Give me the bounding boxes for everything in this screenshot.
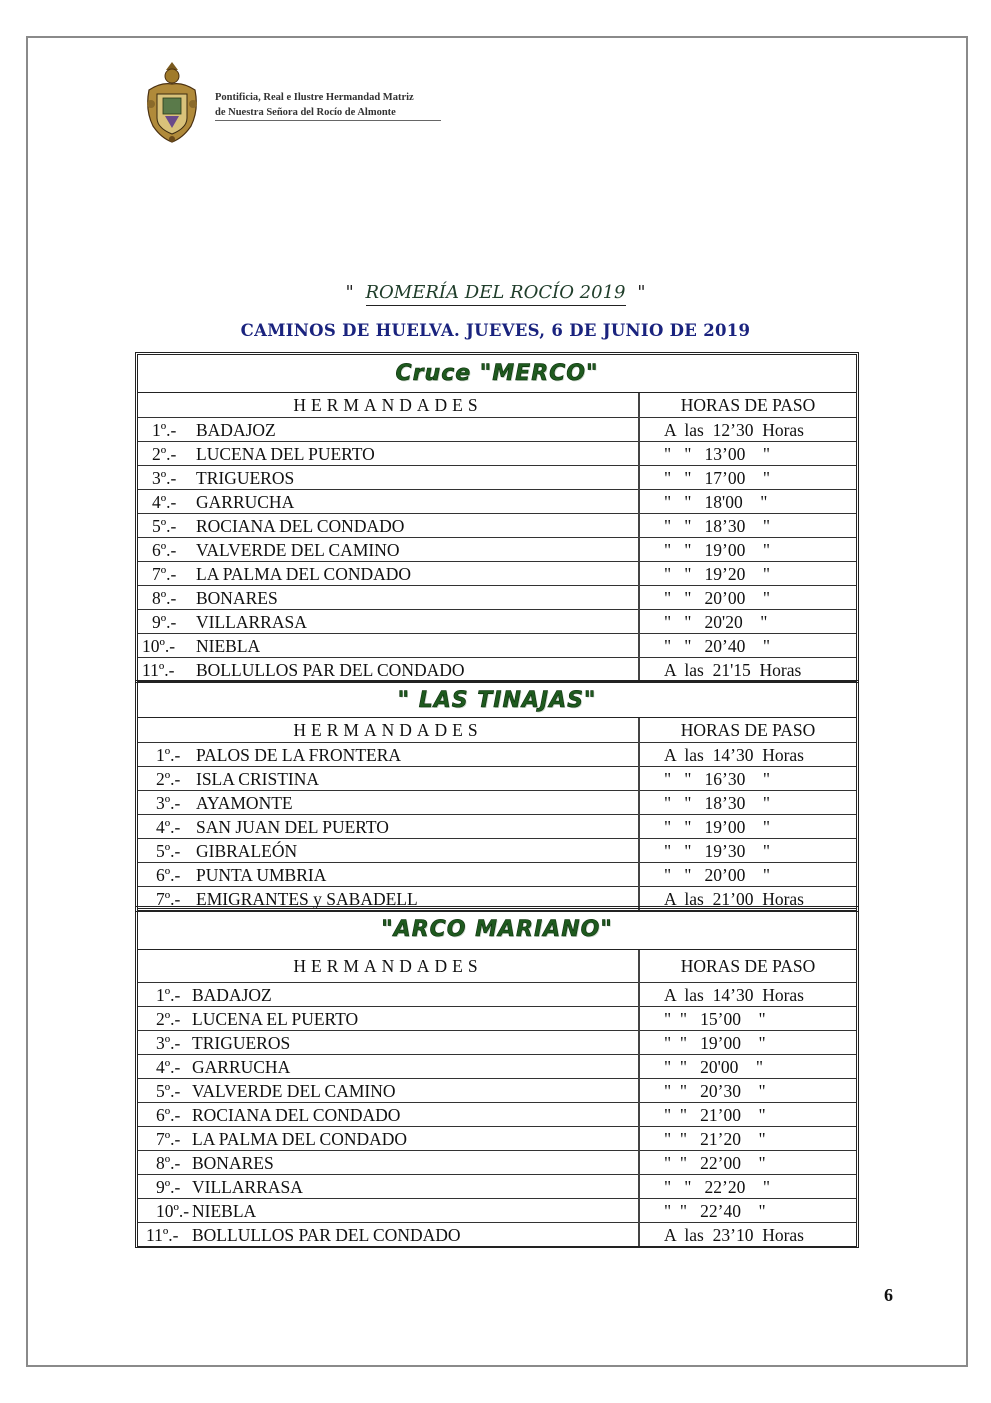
table-row (138, 634, 856, 658)
table-row (138, 562, 856, 586)
row-number: 10º.- (142, 635, 176, 656)
row-name: GARRUCHA (192, 1056, 291, 1077)
row-name: BONARES (196, 587, 278, 608)
row-time: A las 14’30 Horas (664, 744, 804, 765)
row-number: 5º.- (152, 515, 177, 536)
row-number: 1º.- (156, 984, 181, 1005)
table-row (138, 863, 856, 887)
organization-name (215, 90, 414, 120)
row-number: 4º.- (156, 1056, 181, 1077)
section-arco-mariano (135, 906, 859, 1248)
row-time: A las 23’10 Horas (664, 1224, 804, 1245)
row-name: LUCENA EL PUERTO (192, 1008, 359, 1029)
row-time: " " 19’30 " (664, 840, 771, 861)
letterhead-rule (215, 120, 441, 121)
row-time: " " 17’00 " (664, 467, 771, 488)
row-name: ISLA CRISTINA (196, 768, 319, 789)
row-number: 2º.- (152, 443, 177, 464)
title-quote-close: " (637, 282, 646, 303)
row-name: VILLARRASA (192, 1176, 303, 1197)
row-name: TRIGUEROS (192, 1032, 291, 1053)
row-time: " " 22’00 " (664, 1152, 766, 1173)
row-number: 9º.- (152, 611, 177, 632)
row-time: A las 21’00 Horas (664, 888, 804, 909)
column-header-horas: HORAS DE PASO (639, 393, 856, 418)
schedule-table (138, 950, 856, 1246)
row-time: " " 16’30 " (664, 768, 771, 789)
row-name: BOLLULLOS PAR DEL CONDADO (196, 659, 465, 680)
row-time: " " 15’00 " (664, 1008, 766, 1029)
row-time: " " 22’20 " (664, 1176, 771, 1197)
title-text: ROMERÍA DEL ROCÍO 2019 (366, 282, 626, 306)
table-row (138, 1007, 856, 1031)
row-time: " " 19’20 " (664, 563, 771, 584)
row-name: LUCENA DEL PUERTO (196, 443, 375, 464)
row-number: 2º.- (156, 1008, 181, 1029)
row-name: BOLLULLOS PAR DEL CONDADO (192, 1224, 461, 1245)
table-row (138, 1127, 856, 1151)
row-time: " " 19’00 " (664, 539, 771, 560)
row-time: " " 18’30 " (664, 515, 771, 536)
row-name: VALVERDE DEL CAMINO (192, 1080, 396, 1101)
row-name: PUNTA UMBRIA (196, 864, 327, 885)
row-number: 2º.- (156, 768, 181, 789)
table-row (138, 490, 856, 514)
row-name: PALOS DE LA FRONTERA (196, 744, 402, 765)
row-name: ROCIANA DEL CONDADO (192, 1104, 401, 1125)
table-row (138, 1223, 856, 1247)
row-time: " " 19’00 " (664, 1032, 766, 1053)
table-row (138, 1175, 856, 1199)
row-number: 3º.- (152, 467, 177, 488)
row-number: 11º.- (142, 659, 175, 680)
row-number: 8º.- (156, 1152, 181, 1173)
table-row (138, 658, 856, 682)
row-time: " " 20’00 " (664, 587, 771, 608)
section-title: Cruce "MERCO" (138, 355, 856, 393)
row-number: 6º.- (156, 864, 181, 885)
row-name: BADAJOZ (192, 984, 272, 1005)
row-name: TRIGUEROS (196, 467, 295, 488)
row-number: 1º.- (156, 744, 181, 765)
row-time: " " 18’30 " (664, 792, 771, 813)
table-row (138, 839, 856, 863)
row-name: EMIGRANTES y SABADELL (196, 888, 418, 909)
column-header-hermandades: HERMANDADES (138, 718, 639, 743)
table-row (138, 1031, 856, 1055)
table-row (138, 1151, 856, 1175)
row-number: 7º.- (156, 1128, 181, 1149)
row-name: LA PALMA DEL CONDADO (196, 563, 412, 584)
row-time: A las 21'15 Horas (664, 659, 802, 680)
row-time: " " 21’20 " (664, 1128, 766, 1149)
row-name: NIEBLA (196, 635, 261, 656)
page-title (0, 282, 991, 303)
table-row (138, 1055, 856, 1079)
title-quote-open: " (345, 282, 354, 303)
row-number: 11º.- (146, 1224, 179, 1245)
row-time: A las 12’30 Horas (664, 419, 804, 440)
letterhead (143, 60, 443, 144)
table-row (138, 466, 856, 490)
table-row (138, 610, 856, 634)
row-time: " " 19’00 " (664, 816, 771, 837)
column-header-hermandades: HERMANDADES (138, 393, 639, 418)
table-row (138, 767, 856, 791)
table-row (138, 743, 856, 767)
section-title: "ARCO MARIANO" (138, 909, 856, 950)
row-time: " " 13’00 " (664, 443, 771, 464)
row-name: GIBRALEÓN (196, 840, 298, 861)
row-number: 9º.- (156, 1176, 181, 1197)
table-row (138, 815, 856, 839)
schedule-table (138, 718, 856, 910)
row-number: 10º.- (156, 1200, 190, 1221)
org-name-line2: de Nuestra Señora del Rocío de Almonte (215, 107, 396, 118)
row-time: A las 14’30 Horas (664, 984, 804, 1005)
table-row (138, 1199, 856, 1223)
table-row (138, 442, 856, 466)
row-number: 7º.- (156, 888, 181, 909)
table-row (138, 538, 856, 562)
table-row (138, 586, 856, 610)
page-number: 6 (884, 1285, 893, 1305)
section-cruce-merco (135, 352, 859, 683)
column-header-horas: HORAS DE PASO (639, 950, 856, 983)
row-number: 5º.- (156, 1080, 181, 1101)
row-number: 7º.- (152, 563, 177, 584)
row-number: 4º.- (152, 491, 177, 512)
section-title: " LAS TINAJAS" (138, 683, 856, 718)
row-number: 3º.- (156, 1032, 181, 1053)
row-time: " " 20’40 " (664, 635, 771, 656)
row-name: ROCIANA DEL CONDADO (196, 515, 405, 536)
row-time: " " 20'20 " (664, 611, 768, 632)
table-header-row (138, 393, 856, 418)
section-las-tinajas (135, 680, 859, 912)
row-name: SAN JUAN DEL PUERTO (196, 816, 389, 837)
table-row (138, 983, 856, 1007)
row-name: BONARES (192, 1152, 274, 1173)
row-time: " " 21’00 " (664, 1104, 766, 1125)
row-name: LA PALMA DEL CONDADO (192, 1128, 408, 1149)
row-name: AYAMONTE (196, 792, 293, 813)
row-name: VALVERDE DEL CAMINO (196, 539, 400, 560)
row-number: 6º.- (156, 1104, 181, 1125)
table-header-row (138, 950, 856, 983)
row-number: 4º.- (156, 816, 181, 837)
table-header-row (138, 718, 856, 743)
row-time: " " 22’40 " (664, 1200, 766, 1221)
row-time: " " 20’00 " (664, 864, 771, 885)
row-name: VILLARRASA (196, 611, 307, 632)
schedule-table (138, 393, 856, 681)
page-subtitle: CAMINOS DE HUELVA. JUEVES, 6 DE JUNIO DE 2019 (240, 321, 751, 340)
column-header-hermandades: HERMANDADES (138, 950, 639, 983)
row-name: NIEBLA (192, 1200, 257, 1221)
table-row (138, 1103, 856, 1127)
row-number: 6º.- (152, 539, 177, 560)
row-name: BADAJOZ (196, 419, 276, 440)
table-row (138, 418, 856, 442)
org-name-line1: Pontificia, Real e Ilustre Hermandad Matriz (215, 92, 414, 103)
row-number: 3º.- (156, 792, 181, 813)
table-row (138, 514, 856, 538)
row-time: " " 20'00 " (664, 1056, 763, 1077)
column-header-horas: HORAS DE PASO (639, 718, 856, 743)
row-time: " " 18'00 " (664, 491, 768, 512)
row-number: 1º.- (152, 419, 177, 440)
row-number: 8º.- (152, 587, 177, 608)
row-time: " " 20’30 " (664, 1080, 766, 1101)
row-number: 5º.- (156, 840, 181, 861)
table-row (138, 791, 856, 815)
brotherhood-crest-icon (143, 60, 201, 144)
table-row (138, 1079, 856, 1103)
row-name: GARRUCHA (196, 491, 295, 512)
